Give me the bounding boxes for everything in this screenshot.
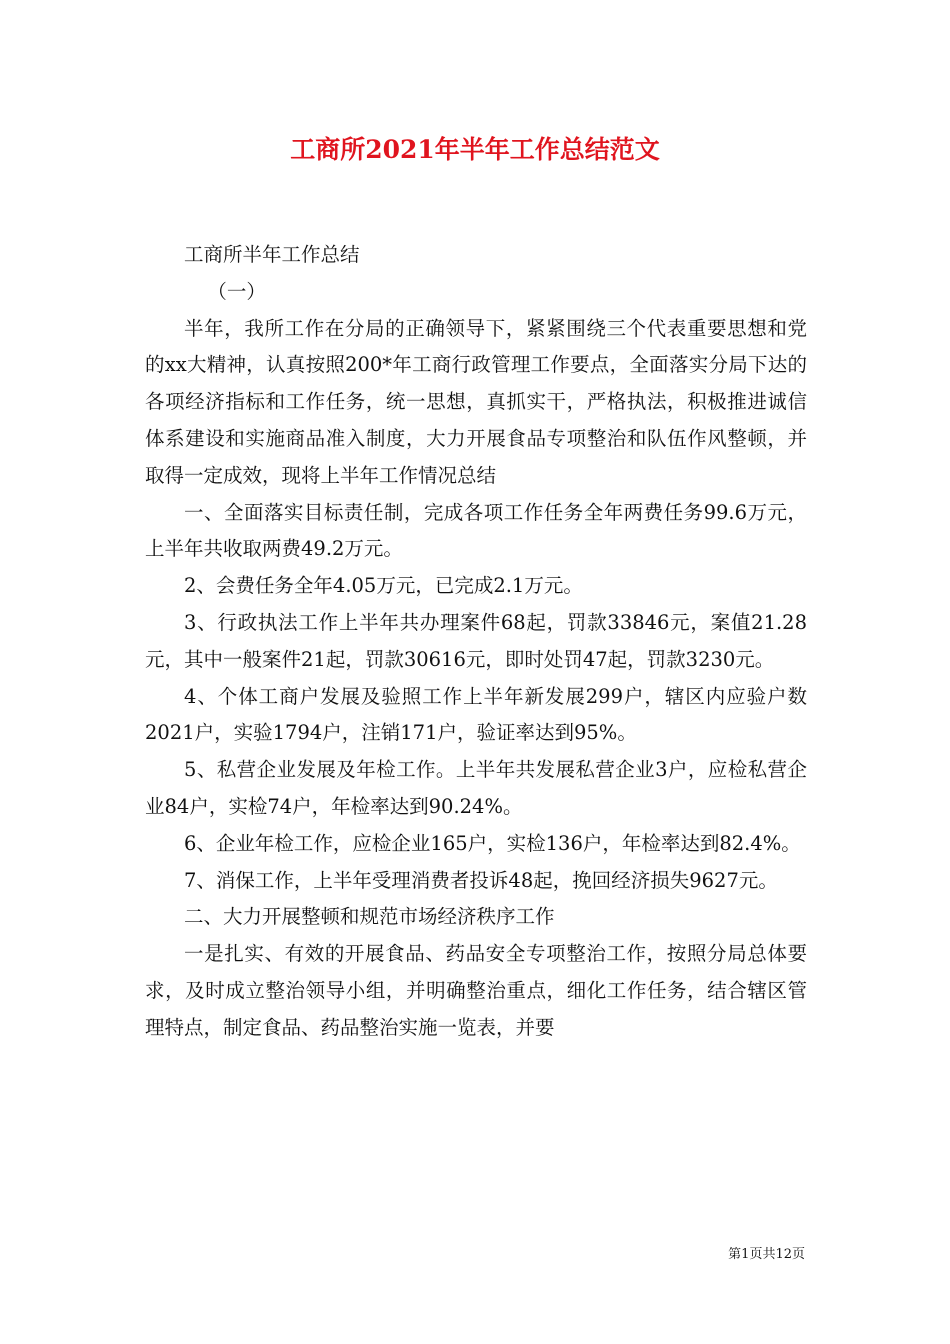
section-two-heading: 二、大力开展整顿和规范市场经济秩序工作 [184,905,555,929]
document-title: 工商所2021年半年工作总结范文 [290,135,660,164]
paragraph-section-two: 一是扎实、有效的开展食品、药品安全专项整治工作，按照分局总体要求，及时成立整治领导小组，并明确整治重点，细化工作任务，结合辖区管理特点，制定食品、药品整治实施一览表，并要 [145,942,807,1039]
paragraph-item-1: 一、全面落实目标责任制，完成各项工作任务全年两费任务99.6万元，上半年共收取两费49.2万元。 [145,500,807,561]
paragraph-item-3: 3、行政执法工作上半年共办理案件68起，罚款33846元，案值21.28元，其中一般案件21起，罚款30616元，即时处罚47起，罚款3230元。 [145,610,807,671]
intro-paragraph: 半年，我所工作在分局的正确领导下，紧紧围绕三个代表重要思想和党的xx大精神，认真按照200*年工商行政管理工作要点，全面落实分局下达的各项经济指标和工作任务，统一思想，真抓实干，严格执法，积极推进诚信体系建设和实施商品准入制度，大力开展食品专项整治和队伍作风整顿，并取得一定成效，现将上半年工作情况总结 [145,316,807,487]
page-number: 第1页共12页 [728,1247,805,1262]
document-body [145,237,807,1047]
subsection-number: （一） [207,279,266,303]
paragraph-item-6: 6、企业年检工作，应检企业165户，实检136户，年检率达到82.4%。 [184,831,801,855]
paragraph-item-2: 2、会费任务全年4.05万元，已完成2.1万元。 [184,574,583,598]
section-heading: 工商所半年工作总结 [184,243,360,266]
paragraph-item-5: 5、私营企业发展及年检工作。上半年共发展私营企业3户，应检私营企业84户，实检74户，年检率达到90.24%。 [145,758,807,818]
paragraph-item-7: 7、消保工作，上半年受理消费者投诉48起，挽回经济损失9627元。 [184,868,778,892]
paragraph-item-4: 4、个体工商户发展及验照工作上半年新发展299户，辖区内应验户数2021户，实验1794户，注销171户，验证率达到95%。 [145,684,807,745]
